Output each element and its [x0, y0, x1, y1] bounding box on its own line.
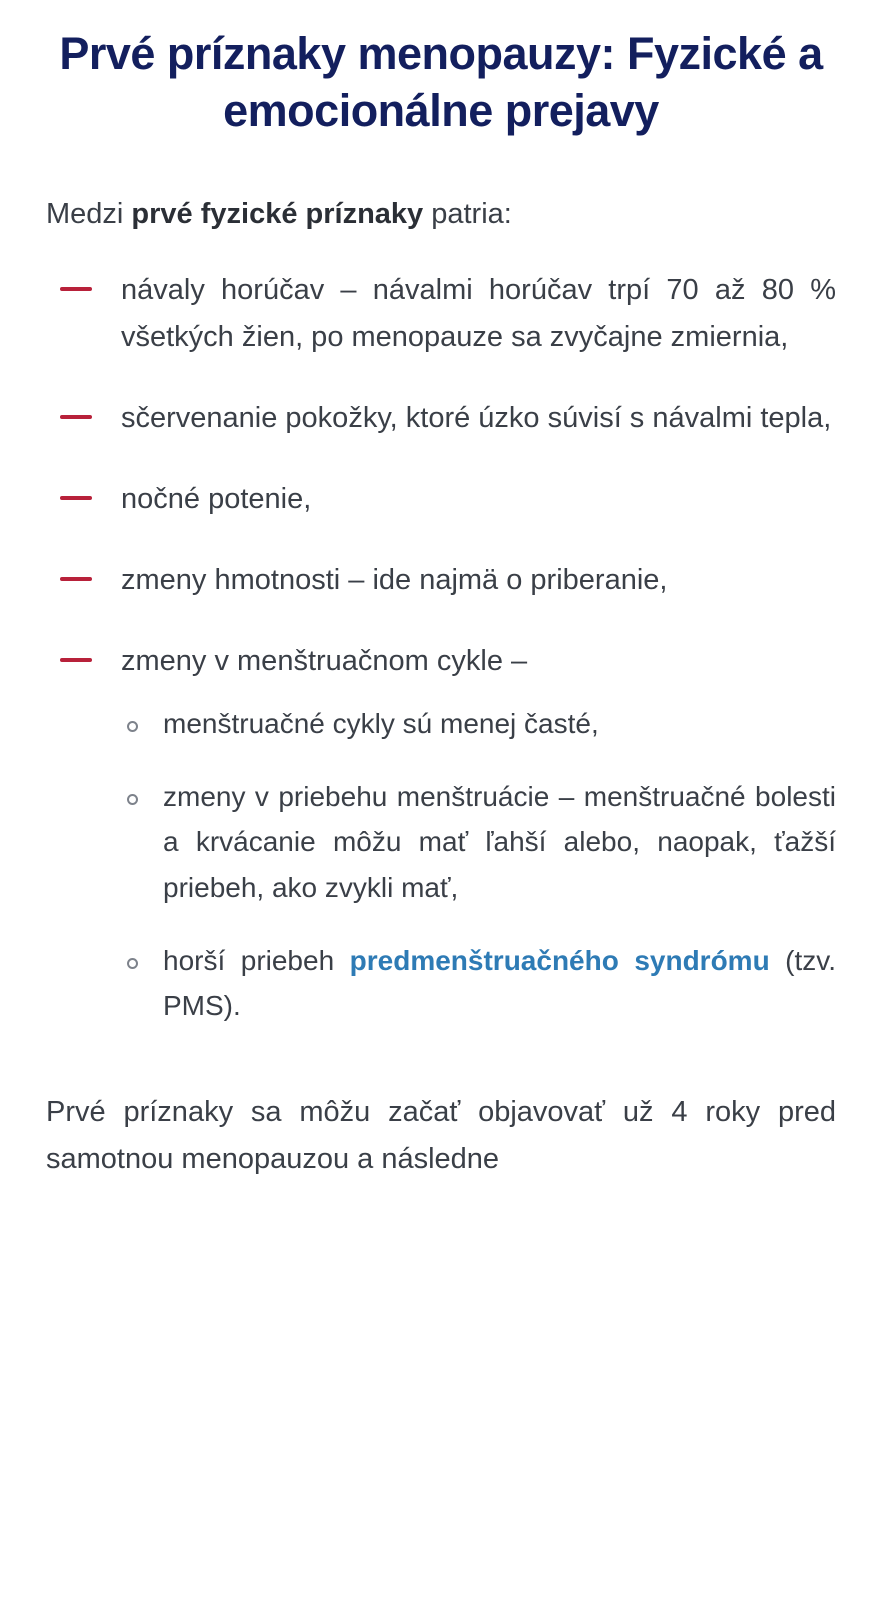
dash-bullet-icon	[60, 658, 92, 662]
list-item-label: zmeny hmotnosti – ide najmä o priberanie,	[121, 563, 668, 596]
symptom-list	[46, 267, 836, 1029]
intro-paragraph	[46, 193, 836, 237]
sub-list-item-label: zmeny v priebehu menštruácie – menštruačné bolesti a krvácanie môžu mať ľahší alebo, naopak, ťažší priebeh, ako zvykli mať,	[163, 781, 836, 903]
dash-bullet-icon	[60, 287, 92, 291]
list-item-label: návaly horúčav – návalmi horúčav trpí 70 až 80 % všetkých žien, po menopauze sa zvyčajne zmiernia,	[121, 273, 836, 353]
sub-list-item-label: menštruačné cykly sú menej časté,	[163, 707, 599, 739]
sub-list-item-text-before: horší priebeh	[163, 945, 350, 977]
sub-list-item-text-after: (tzv. PMS).	[163, 945, 836, 1022]
pms-link[interactable]: predmenštruačného syndrómu	[349, 945, 770, 977]
sub-list-item	[121, 774, 836, 910]
list-item-label: sčervenanie pokožky, ktoré úzko súvisí s návalmi tepla,	[121, 401, 832, 434]
intro-text-after: patria:	[423, 198, 512, 231]
list-item-label: nočné potenie,	[121, 482, 312, 515]
sub-list-item	[121, 938, 836, 1029]
page-title: Prvé príznaky menopauzy: Fyzické a emocionálne prejavy	[59, 28, 823, 136]
list-item	[46, 638, 836, 1029]
list-item	[46, 395, 836, 442]
closing-paragraph: Prvé príznaky sa môžu začať objavovať už 4 roky pred samotnou menopauzou a následne	[46, 1095, 836, 1175]
intro-bold-text: prvé fyzické príznaky	[131, 198, 424, 231]
circle-bullet-icon	[127, 794, 138, 805]
dash-bullet-icon	[60, 496, 92, 500]
dash-bullet-icon	[60, 577, 92, 581]
sub-list-item	[121, 701, 836, 746]
dash-bullet-icon	[60, 415, 92, 419]
list-item-label: zmeny v menštruačnom cykle –	[121, 644, 528, 677]
sub-symptom-list	[121, 701, 836, 1029]
list-item	[46, 557, 836, 604]
circle-bullet-icon	[127, 958, 138, 969]
list-item	[46, 476, 836, 523]
sub-list-item-label	[163, 938, 836, 1029]
intro-text-before: Medzi	[46, 198, 132, 231]
list-item	[46, 267, 836, 361]
circle-bullet-icon	[127, 721, 138, 732]
